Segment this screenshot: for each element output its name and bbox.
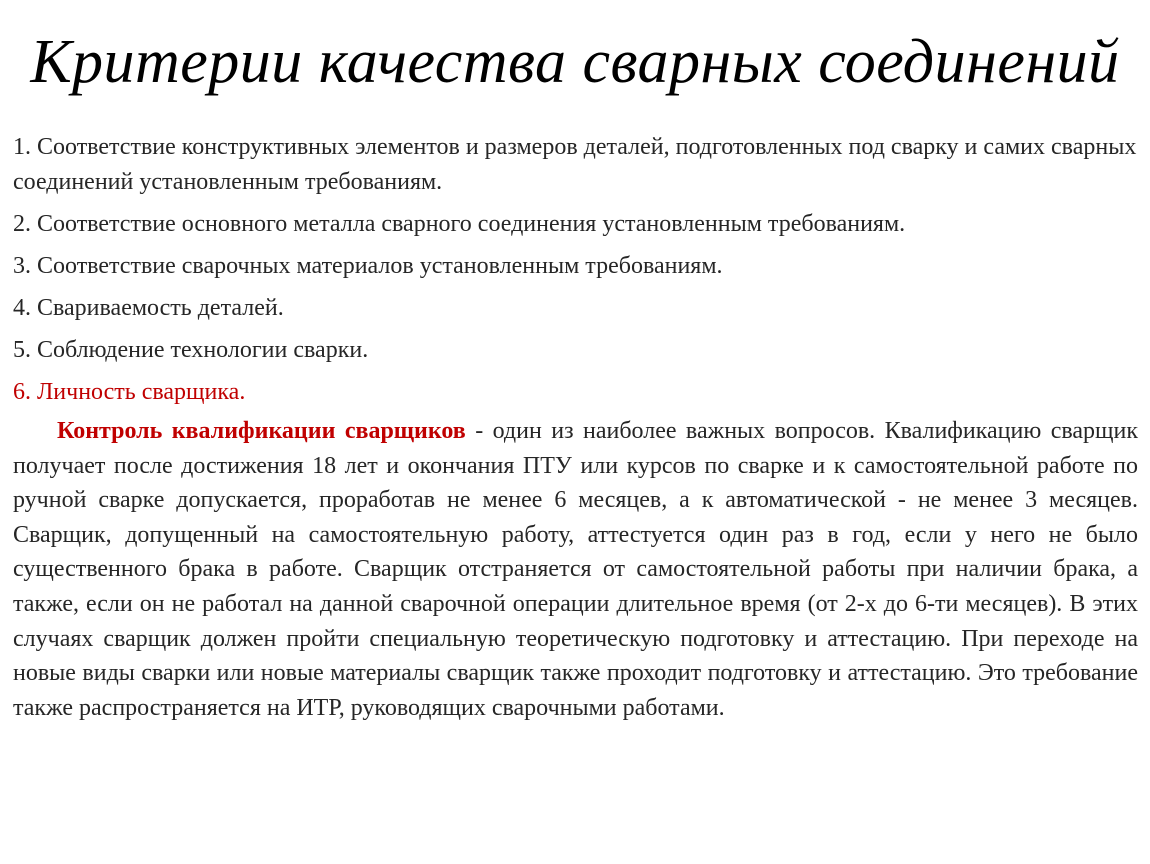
criteria-item-3: 3. Соответствие сварочных материалов установленным требованиям. bbox=[13, 253, 723, 279]
criteria-item-2: 2. Соответствие основного металла сварного соединения установленным требованиям. bbox=[13, 211, 906, 237]
criteria-item-5: 5. Соблюдение технологии сварки. bbox=[13, 337, 369, 363]
criteria-list bbox=[13, 130, 1138, 417]
criteria-item-4: 4. Свариваемость деталей. bbox=[13, 295, 284, 321]
criteria-item-6-highlighted: 6. Личность сварщика. bbox=[13, 379, 246, 405]
qualification-body: - один из наиболее важных вопросов. Квалификацию сварщик получает после достижения 18 лет и окончания ПТУ или курсов по сварке и к самостоятельной работе по ручной сварке допускается, проработав не менее 6 месяцев, а к автоматической - не менее 3 месяцев. Сварщик, допущенный на самостоятельную работу, аттестуется один раз в год, если у него не было существенного брака в работе. Сварщик отстраняется от самостоятельной работы при наличии брака, а также, если он не работал на данной сварочной операции длительное время (от 2-х до 6-ти месяцев). В этих случаях сварщик должен пройти специальную теоретическую подготовку и аттестацию. При переходе на новые виды сварки или новые материалы сварщик также проходит подготовку и аттестацию. Это требование также распространяется на ИТР, руководящих сварочными работами. bbox=[13, 418, 1139, 721]
slide-title: Критерии качества сварных соединений bbox=[30, 28, 1120, 96]
qualification-lead: Контроль квалификации сварщиков bbox=[57, 418, 466, 444]
qualification-paragraph bbox=[13, 414, 1138, 725]
criteria-item-1: 1. Соответствие конструктивных элементов и размеров деталей, подготовленных под сварку и самих сварных соединений установленным требованиям. bbox=[13, 134, 1137, 195]
